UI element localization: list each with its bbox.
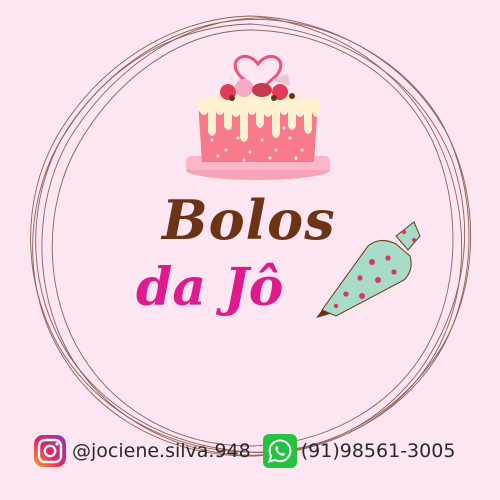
contact-bar [32,432,455,470]
instagram-icon[interactable] [32,433,68,469]
brand-name-line-1: Bolos [162,188,336,252]
whatsapp-contact[interactable] [251,434,456,468]
whatsapp-icon[interactable] [263,434,297,468]
brand-name-line-2: da Jô [136,257,284,318]
whatsapp-phone[interactable]: (91)98561-3005 [300,440,456,462]
cake-illustration [186,56,330,180]
instagram-contact[interactable] [32,433,251,469]
instagram-handle[interactable]: @jociene.silva.948 [72,440,251,462]
